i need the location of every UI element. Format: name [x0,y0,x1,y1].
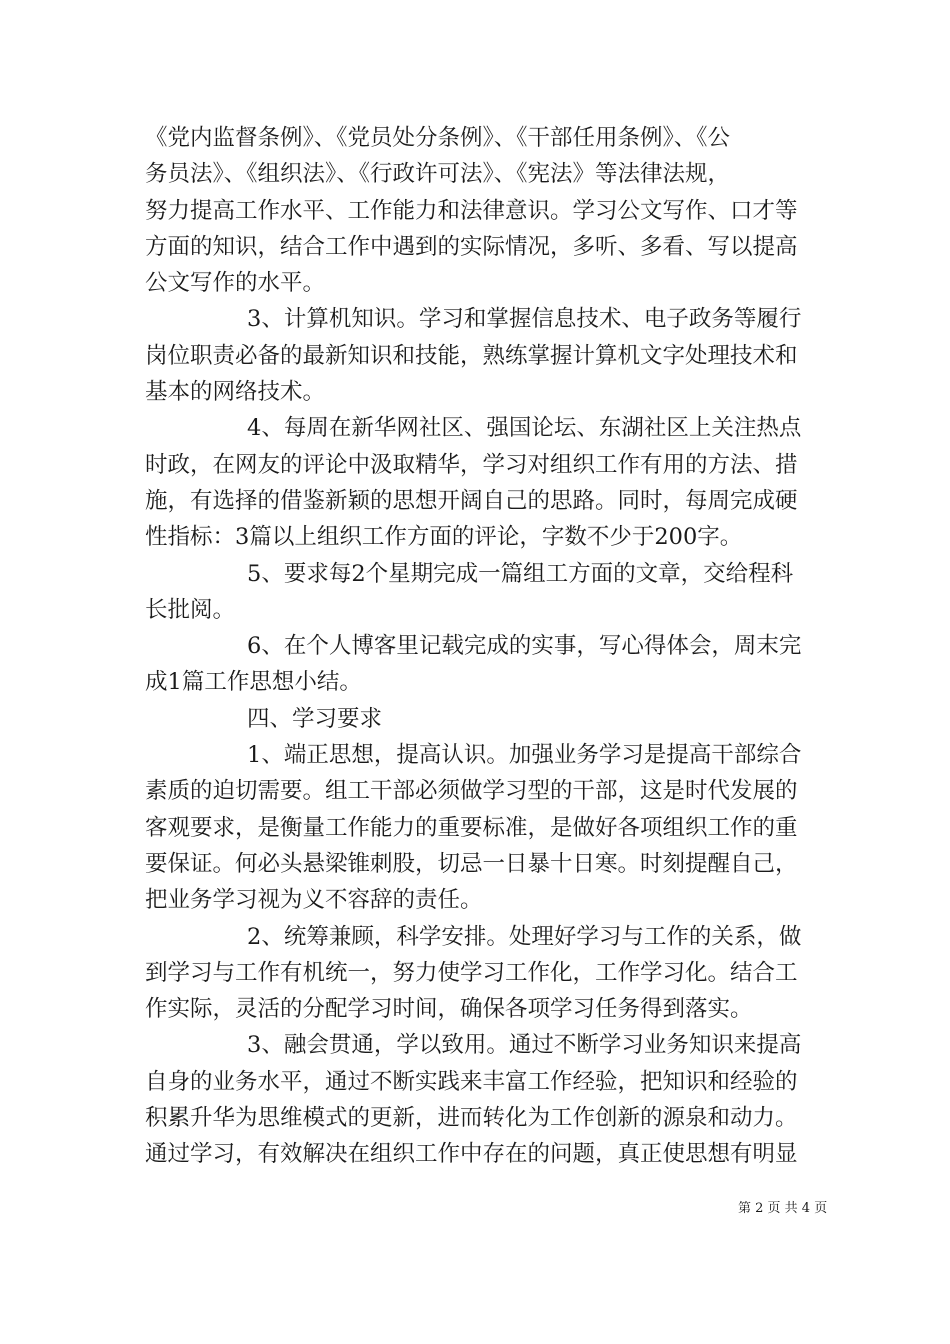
text-line: 基本的网络技术。 [145,379,326,406]
text-line: 作实际，灵活的分配学习时间，确保各项学习任务得到落实。 [145,996,753,1023]
text-line: 5、要求每2个星期完成一篇组工方面的文章，交给程科 [247,560,794,587]
document-body [145,120,807,1173]
text-line: 岗位职责必备的最新知识和技能，熟练掌握计算机文字处理技术和 [145,342,798,369]
text-line: 时政，在网友的评论中汲取精华，学习对组织工作有用的方法、措 [145,451,798,478]
text-line: 长批阅。 [145,596,236,623]
text-line: 通过学习，有效解决在组织工作中存在的问题，真正使思想有明显 [145,1141,798,1168]
text-line: 3、计算机知识。学习和掌握信息技术、电子政务等履行 [247,306,802,333]
text-line: 公文写作的水平。 [145,270,326,297]
page-number: 第 2 页 共 4 页 [738,1201,828,1216]
text-line: 性指标：3篇以上组织工作方面的评论，字数不少于200字。 [145,524,743,551]
text-line: 到学习与工作有机统一，努力使学习工作化，工作学习化。结合工 [145,959,798,986]
text-line: 努力提高工作水平、工作能力和法律意识。学习公文写作、口才等 [145,197,798,224]
text-line: 自身的业务水平，通过不断实践来丰富工作经验，把知识和经验的 [145,1068,798,1095]
text-line: 积累升华为思维模式的更新，进而转化为工作创新的源泉和动力。 [145,1105,798,1132]
text-line: 《党内监督条例》、《党员处分条例》、《干部任用条例》、《公 [145,125,731,151]
text-line: 客观要求，是衡量工作能力的重要标准，是做好各项组织工作的重 [145,814,798,841]
text-line: 6、在个人博客里记载完成的实事，写心得体会，周末完 [247,633,802,660]
text-line: 成1篇工作思想小结。 [145,669,362,696]
text-line: 四、学习要求 [247,705,383,732]
text-line: 2、统筹兼顾，科学安排。处理好学习与工作的关系，做 [247,923,802,950]
text-line: 把业务学习视为义不容辞的责任。 [145,887,483,914]
text-line: 务员法》、《组织法》、《行政许可法》、《宪法》等法律法规， [145,161,731,188]
text-line: 方面的知识，结合工作中遇到的实际情况，多听、多看、写以提高 [145,233,798,260]
text-line: 4、每周在新华网社区、强国论坛、东湖社区上关注热点 [247,415,802,442]
text-line: 1、端正思想，提高认识。加强业务学习是提高干部综合 [247,742,802,769]
text-line: 素质的迫切需要。组工干部必须做学习型的干部，这是时代发展的 [145,778,798,805]
text-line: 3、融会贯通，学以致用。通过不断学习业务知识来提高 [247,1032,802,1059]
text-line: 要保证。何必头悬梁锥刺股，切忌一日暴十日寒。时刻提醒自己， [145,850,798,877]
text-line: 施，有选择的借鉴新颖的思想开阔自己的思路。同时，每周完成硬 [145,487,798,514]
